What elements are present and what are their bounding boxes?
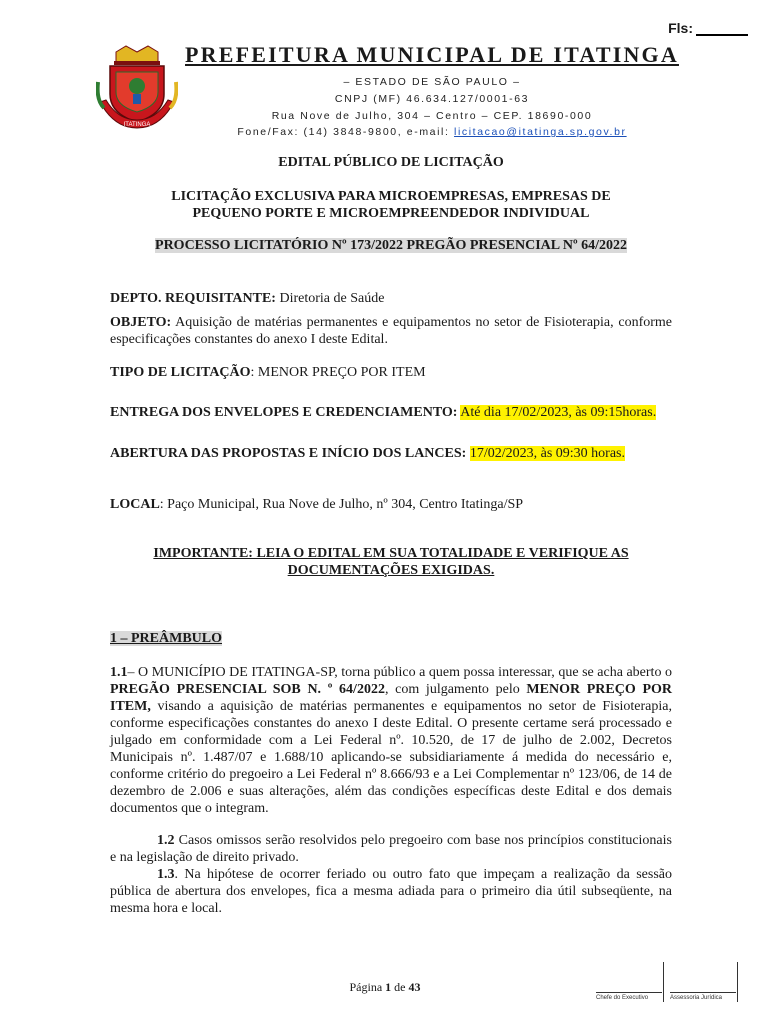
page-mid: de — [391, 980, 409, 994]
p11-text-e: visando a aquisição de matérias permanentes e equipamentos no setor de Fisioterapia, conforme especificações constantes do anexo I deste Edital. O presente certame será processado e julgado em conformidade com a Lei Federal nº. 10.520, de 17 de julho de 2.002, Decretos Municipais nº. 1.487/07 e 1.688/10 aplicando-se subsidiariamente á medida do necessário e, conforme critério do pregoeiro a Lei Federal nº 8.666/93 e a Lei Complementar nº 123/06, de 14 de dezembro de 2.006 e suas alterações, além das condições específicas deste Edital e dos demais documentos que o integram. — [110, 699, 672, 816]
page-number-marker — [668, 20, 748, 36]
page-total: 43 — [408, 980, 421, 994]
objeto-label: OBJETO: — [110, 315, 172, 330]
signature-divider — [663, 962, 664, 1002]
section-title: 1 – PREÂMBULO — [110, 631, 222, 646]
crest-banner-text: ITATINGA — [123, 122, 151, 128]
depto-value: Diretoria de Saúde — [275, 291, 385, 306]
page-current: 1 — [385, 980, 392, 994]
signature-divider — [737, 962, 738, 1002]
process-number-text: PROCESSO LICITATÓRIO Nº 173/2022 PREGÃO PRESENCIAL Nº 64/2022 — [155, 238, 627, 253]
proposal-opening — [110, 445, 672, 462]
p11-number: 1.1 — [110, 665, 128, 680]
location — [110, 496, 672, 513]
tipo-value: : MENOR PREÇO POR ITEM — [250, 365, 426, 380]
important-notice-line-1: IMPORTANTE: LEIA O EDITAL EM SUA TOTALIDADE E VERIFIQUE AS — [153, 546, 629, 561]
email-link[interactable]: licitacao@itatinga.sp.gov.br — [454, 126, 627, 138]
p11-criterion: MENOR PREÇO POR ITEM, — [110, 682, 672, 714]
phone-text: Fone/Fax: (14) 3848-9800, e-mail: — [237, 126, 450, 138]
page-prefix: Página — [349, 980, 386, 994]
abertura-value: 17/02/2023, às 09:30 horas. — [469, 446, 625, 461]
p11-process-ref: PREGÃO PRESENCIAL SOB N. º 64/2022 — [110, 682, 385, 697]
p11-text-c: , com julgamento pelo — [384, 682, 527, 697]
paragraph-1-2 — [110, 832, 672, 866]
municipal-crest-icon — [96, 42, 178, 134]
p12-number: 1.2 — [157, 833, 175, 848]
entrega-label: ENTREGA DOS ENVELOPES E CREDENCIAMENTO: — [110, 405, 458, 420]
cnpj-line: CNPJ (MF) 46.634.127/0001-63 — [334, 93, 530, 105]
section-heading — [110, 630, 672, 647]
paragraph-1-1 — [110, 664, 672, 817]
signature-executive: Chefe do Executivo — [596, 992, 662, 1001]
tipo-label: TIPO DE LICITAÇÃO — [110, 365, 251, 380]
envelope-delivery — [110, 404, 672, 421]
edital-title: EDITAL PÚBLICO DE LICITAÇÃO — [278, 155, 504, 170]
p11-text-a: – O MUNICÍPIO DE ITATINGA-SP, torna público a quem possa interessar, que se acha aberto o — [127, 665, 672, 680]
entrega-value: Até dia 17/02/2023, às 09:15horas. — [460, 405, 657, 420]
paragraph-1-3 — [110, 866, 672, 917]
municipality-title: PREFEITURA MUNICIPAL DE ITATINGA — [185, 42, 679, 67]
abertura-label: ABERTURA DAS PROPOSTAS E INÍCIO DOS LANCES: — [110, 446, 467, 461]
p13-text: . Na hipótese de ocorrer feriado ou outro fato que impeçam a realização da sessão pública de abertura dos envelopes, fica a mesma adiada para o primeiro dia útil subseqüente, na mesma hora e local. — [110, 867, 672, 916]
p13-number: 1.3 — [157, 867, 175, 882]
object-paragraph — [110, 314, 672, 348]
contact-line — [178, 126, 686, 138]
fls-blank-line — [696, 22, 748, 36]
state-line: – ESTADO DE SÃO PAULO – — [343, 76, 521, 88]
process-number — [110, 238, 672, 254]
address-line: Rua Nove de Julho, 304 – Centro – CEP. 18690-000 — [271, 110, 593, 122]
exclusivity-line-2: PEQUENO PORTE E MICROEMPREENDEDOR INDIVIDUAL — [192, 206, 590, 221]
signature-legal: Assessoria Jurídica — [670, 992, 736, 1001]
local-label: LOCAL — [110, 497, 160, 512]
bid-type — [110, 364, 672, 381]
local-value: : Paço Municipal, Rua Nove de Julho, nº 304, Centro Itatinga/SP — [159, 497, 524, 512]
depto-label: DEPTO. REQUISITANTE: — [110, 291, 276, 306]
p12-text: Casos omissos serão resolvidos pelo pregoeiro com base nos princípios constitucionais e na legislação de direito privado. — [110, 833, 672, 865]
fls-label: Fls: — [668, 20, 693, 36]
objeto-value: Aquisição de matérias permanentes e equipamentos no setor de Fisioterapia, conforme especificações constantes do anexo I deste Edital. — [110, 315, 672, 347]
important-notice-line-2: DOCUMENTAÇÕES EXIGIDAS. — [287, 563, 495, 578]
exclusivity-line-1: LICITAÇÃO EXCLUSIVA PARA MICROEMPRESAS, EMPRESAS DE — [171, 189, 611, 204]
requesting-department — [110, 290, 672, 307]
